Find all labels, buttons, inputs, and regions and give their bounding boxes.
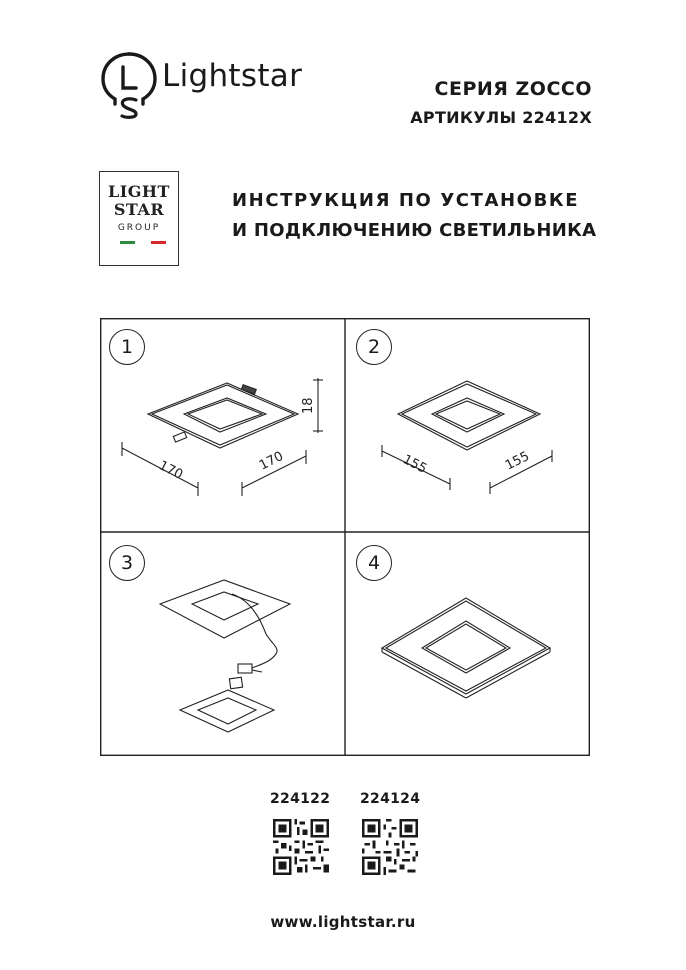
flag-stripe <box>151 241 166 244</box>
italian-flag-icon <box>120 241 166 244</box>
panel-4-drawing <box>382 598 550 698</box>
cutout-width-label: 155 <box>400 452 430 477</box>
badge-line-group: GROUP <box>117 223 161 233</box>
badge-line-light: LIGHT <box>108 182 170 201</box>
dim-width-label: 170 <box>156 458 186 483</box>
lightstar-logo-icon <box>98 50 160 120</box>
badge-line-star: STAR <box>113 200 165 219</box>
dim-depth-label: 170 <box>257 448 286 474</box>
qr-code-icon[interactable] <box>362 819 418 875</box>
website-link[interactable]: www.lightstar.ru <box>270 913 416 931</box>
installation-steps-grid <box>100 318 590 756</box>
article-code: 224122 <box>270 791 331 807</box>
steps-illustration <box>100 318 590 756</box>
instruction-title-line2: И ПОДКЛЮЧЕНИЮ СВЕТИЛЬНИКА <box>232 220 597 241</box>
instruction-title-line1: ИНСТРУКЦИЯ ПО УСТАНОВКЕ <box>232 190 580 211</box>
step-4-number: 4 <box>356 545 392 581</box>
brand-name: Lightstar <box>162 58 303 94</box>
cutout-depth-label: 155 <box>503 448 532 474</box>
qr-code-icon[interactable] <box>273 819 329 875</box>
dim-height-label: 18 <box>301 397 316 414</box>
flag-stripe <box>120 241 135 244</box>
article-code: 224124 <box>360 791 421 807</box>
article-numbers: АРТИКУЛЫ 22412X <box>410 108 592 127</box>
flag-stripe <box>135 241 150 244</box>
panel-1-drawing <box>122 378 323 496</box>
light-star-group-badge <box>99 171 179 266</box>
panel-2-drawing <box>382 381 552 494</box>
panel-3-drawing <box>160 580 290 732</box>
step-1-number: 1 <box>109 329 145 365</box>
step-2-number: 2 <box>356 329 392 365</box>
series-title: СЕРИЯ ZOCCO <box>434 78 592 100</box>
step-3-number: 3 <box>109 545 145 581</box>
